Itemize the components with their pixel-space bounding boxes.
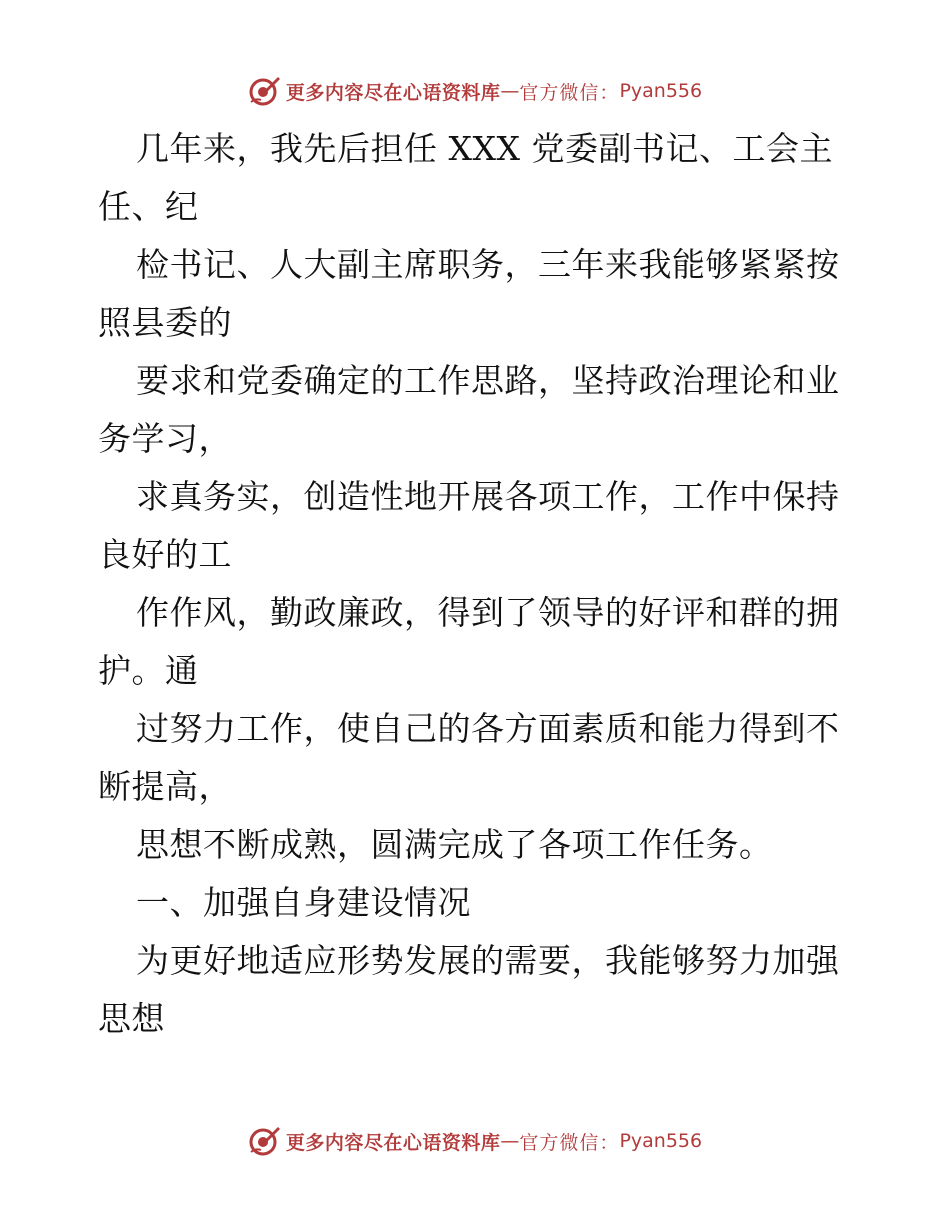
paragraph-line: 作作风，勤政廉政，得到了领导的好评和群的拥 <box>136 593 840 632</box>
paragraph-line: 断提高， <box>98 767 232 806</box>
banner-account: Pyan556 <box>619 1130 703 1152</box>
quill-pen-logo-icon <box>248 1124 282 1158</box>
document-body <box>98 120 858 1048</box>
paragraph-line: 要求和党委确定的工作思路，坚持政治理论和业 <box>136 361 840 400</box>
paragraph-line: 求真务实，创造性地开展各项工作，工作中保持 <box>136 477 840 516</box>
banner-dash: — <box>500 80 520 102</box>
paragraph-line: 任、纪 <box>98 187 199 226</box>
paragraph-line: 护。通 <box>98 651 199 690</box>
paragraph-line: 为更好地适应形势发展的需要，我能够努力加强 <box>136 941 840 980</box>
paragraph-line: 照县委的 <box>98 303 232 342</box>
paragraph-line: 良好的工 <box>98 535 232 574</box>
paragraph-line: 检书记、人大副主席职务，三年来我能够紧紧按 <box>136 245 840 284</box>
paragraph-line: 务学习， <box>98 419 232 458</box>
paragraph-line: 几年来，我先后担任 XXX 党委副书记、工会主 <box>136 129 833 168</box>
section-heading: 一、加强自身建设情况 <box>136 883 471 922</box>
paragraph-line: 思想 <box>98 999 165 1038</box>
paragraph-line: 思想不断成熟，圆满完成了各项工作任务。 <box>136 825 773 864</box>
footer-banner <box>0 1121 950 1161</box>
banner-account: Pyan556 <box>619 80 703 102</box>
banner-brand-text: 更多内容尽在心语资料库 <box>285 81 501 104</box>
paragraph-line: 过努力工作，使自己的各方面素质和能力得到不 <box>136 709 840 748</box>
banner-wechat-label: 官方微信： <box>519 81 620 104</box>
header-banner <box>0 71 950 111</box>
banner-dash: — <box>500 1130 520 1152</box>
banner-brand-text: 更多内容尽在心语资料库 <box>285 1131 501 1154</box>
banner-wechat-label: 官方微信： <box>519 1131 620 1154</box>
quill-pen-logo-icon <box>248 74 282 108</box>
